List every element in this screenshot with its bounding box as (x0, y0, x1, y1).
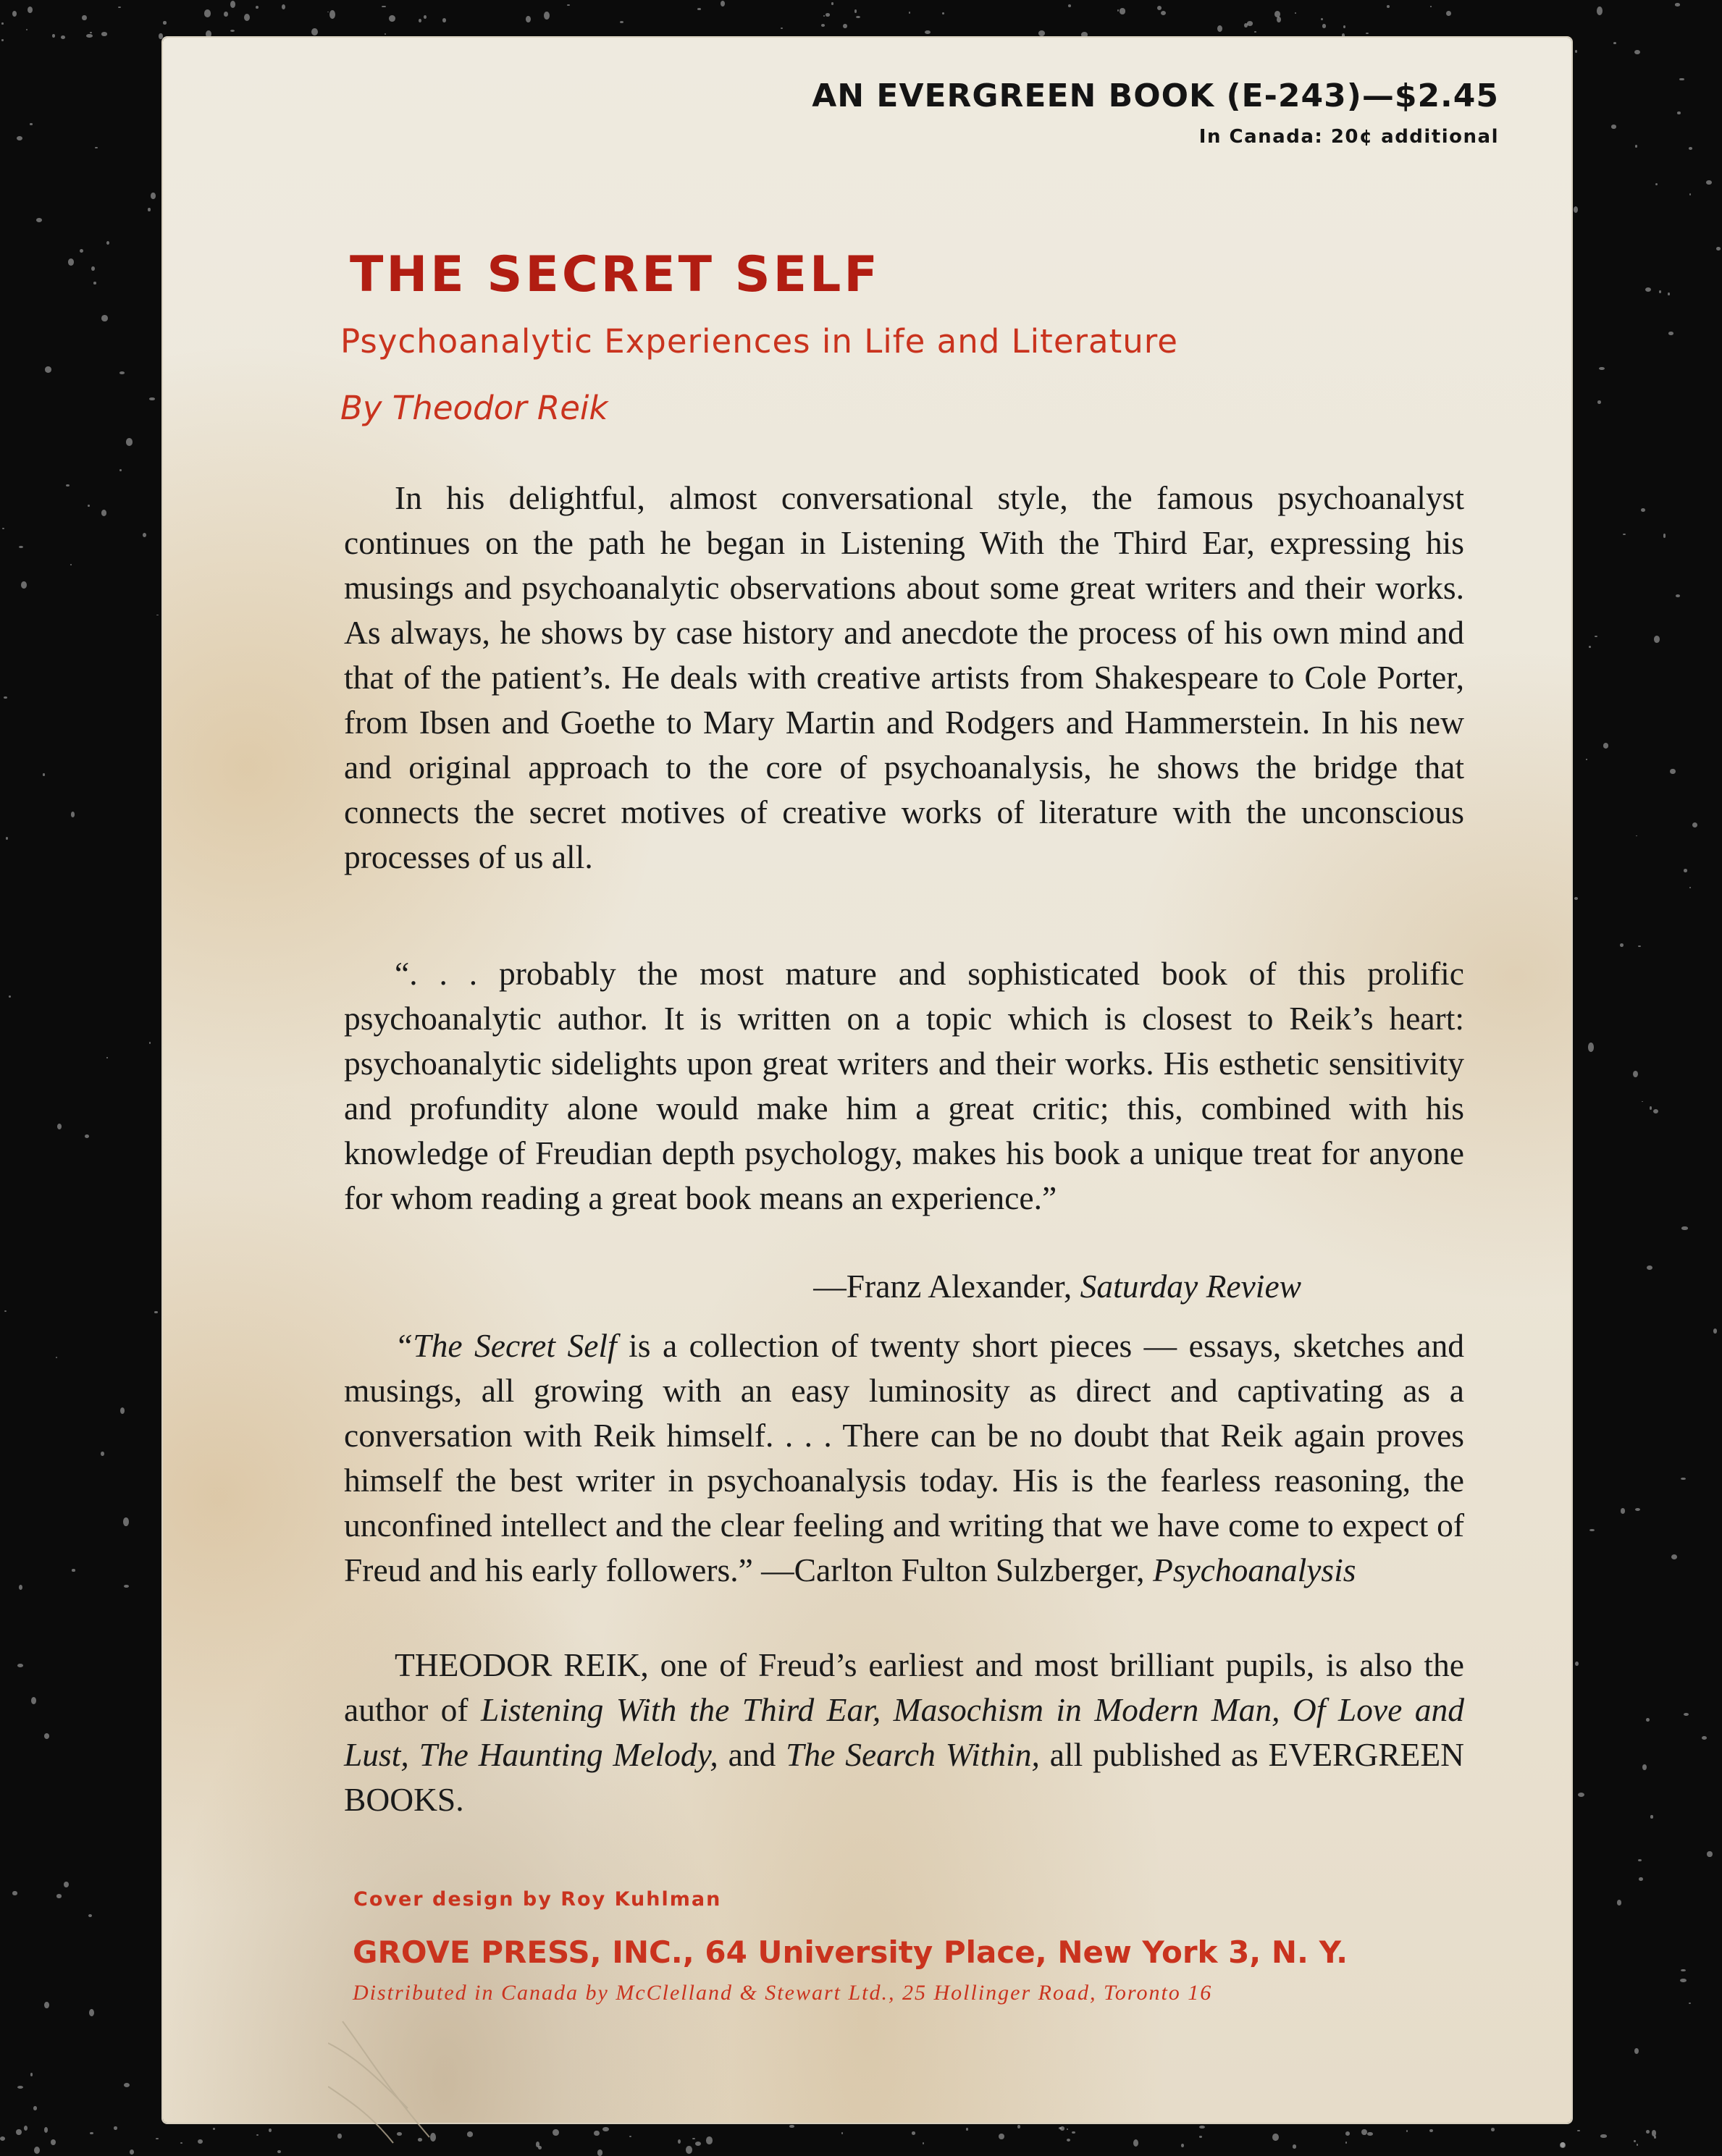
speckle (17, 1664, 22, 1667)
review-1-quote: “. . . probably the most mature and sophisticated book of this prolific psychoanalytic author. It is written on a topic which is closest to Reik’s heart: psychoanalytic sidelights upon great writers and their works. His esthetic sensitivity and profundity alone would make him a great critic; this, combined with his knowledge of Freudian depth psychology, makes his book a unique treat for anyone for whom reading a great book means an experience.” (344, 955, 1464, 1216)
speckle (1578, 1793, 1584, 1797)
speckle (1677, 111, 1681, 114)
speckle (909, 12, 910, 14)
speckle (567, 4, 570, 7)
speckle (1600, 2134, 1607, 2137)
speckle (269, 2128, 272, 2132)
speckle (629, 2136, 631, 2137)
speckle (19, 546, 22, 548)
speckle (1623, 534, 1626, 535)
speckle (697, 8, 701, 10)
book-back-cover (163, 38, 1571, 2123)
speckle (1199, 2136, 1202, 2138)
speckle (1430, 6, 1432, 7)
speckle (1446, 11, 1451, 16)
crease-marks (328, 2000, 444, 2144)
speckle (385, 33, 386, 35)
speckle (442, 18, 447, 22)
speckle (1650, 1106, 1652, 1110)
speckle (31, 1697, 36, 1704)
speckle (789, 2125, 794, 2128)
speckle (1589, 646, 1590, 648)
speckle (1366, 33, 1369, 34)
publisher-line: GROVE PRESS, INC., 64 University Place, New York 3, N. Y. (353, 1934, 1348, 1970)
speckle (68, 258, 74, 266)
speckle (1634, 50, 1640, 54)
speckle (781, 28, 782, 29)
speckle (597, 2149, 603, 2156)
speckle (163, 21, 166, 24)
speckle (1120, 8, 1126, 14)
speckle (1588, 1043, 1594, 1051)
book-title: THE SECRET SELF (350, 246, 881, 303)
speckle (1663, 534, 1666, 537)
speckle (912, 2131, 915, 2134)
speckle (721, 1, 725, 7)
speckle (101, 510, 106, 516)
speckle (101, 315, 107, 321)
author-bio-paragraph (344, 1643, 1464, 1822)
speckle (282, 4, 285, 9)
speckle (123, 1517, 129, 1525)
speckle (124, 1585, 129, 1588)
speckle (1681, 1226, 1687, 1229)
speckle (1706, 180, 1712, 185)
review-2-publication: Psychoanalysis (1152, 1551, 1356, 1588)
speckle (1636, 835, 1637, 836)
speckle (1716, 247, 1720, 250)
speckle (101, 32, 108, 36)
speckle (1429, 2129, 1432, 2132)
speckle (1599, 367, 1604, 370)
review-1-source: —Franz Alexander, (813, 1268, 1080, 1305)
speckle (66, 484, 69, 487)
bio-tail: all published as EVERGREEN BOOKS. (344, 1736, 1464, 1818)
speckle (536, 2142, 540, 2147)
speckle (1620, 943, 1624, 947)
speckle (1406, 2130, 1408, 2132)
speckle (57, 1124, 62, 1129)
speckle (1642, 1764, 1647, 1771)
speckle (30, 123, 32, 125)
description-text: In his delightful, almost conversational style, the famous psychoanalyst continues on the path he began in Listening With the Third Ear, expressing his musings and psychoanalytic observations about some great writers and their works. As always, he shows by case history and anecdote the process of his own mind and that of the patient’s. He deals with creative artists from Shakespeare to Cole Porter, from Ibsen and Goethe to Mary Martin and Rodgers and Hammerstein. In his new and original approach to the core of psychoanalysis, he shows the bridge that connects the secret motives of creative works of literature with the unconscious processes of us all. (344, 479, 1464, 875)
speckle (1702, 1736, 1707, 1740)
speckle (156, 2138, 159, 2139)
speckle (1254, 31, 1256, 33)
speckle (1650, 1815, 1653, 1818)
speckle (0, 2136, 5, 2141)
speckle (821, 24, 826, 27)
speckle (594, 2131, 599, 2136)
speckle (1689, 887, 1692, 888)
bio-last-work: The Search Within, (786, 1736, 1040, 1773)
description-paragraph (344, 476, 1464, 880)
speckle (424, 15, 427, 19)
speckle (1668, 332, 1673, 335)
review-2-source: —Carlton Fulton Sulzberger, (752, 1551, 1153, 1588)
speckle (90, 32, 92, 33)
speckle (966, 2128, 969, 2130)
speckle (1654, 636, 1660, 643)
speckle (1295, 12, 1296, 14)
speckle (114, 2126, 117, 2130)
speckle (45, 366, 51, 372)
bio-works: Listening With the Third Ear, Masochism in Modern Man, Of Love and Lust, The Haunting Melody, (344, 1691, 1464, 1773)
speckle (553, 2129, 558, 2136)
speckle (1293, 2144, 1297, 2148)
speckle (72, 1569, 75, 1572)
speckle (695, 2142, 701, 2146)
speckle (1675, 3, 1681, 6)
review-1-attribution (813, 1267, 1301, 1305)
speckle (1603, 743, 1608, 748)
speckle (17, 136, 22, 140)
speckle (1646, 1718, 1650, 1722)
bio-and: and (718, 1736, 786, 1773)
speckle (1670, 769, 1675, 774)
speckle (1655, 183, 1658, 185)
speckle (1621, 1508, 1625, 1513)
speckle (467, 2131, 473, 2137)
speckle (12, 11, 17, 17)
speckle (52, 34, 55, 38)
speckle (389, 15, 395, 22)
speckle (1, 22, 4, 24)
speckle (1676, 594, 1680, 597)
speckle (12, 1891, 17, 1895)
speckle (224, 12, 228, 17)
speckle (149, 397, 154, 400)
speckle (44, 1733, 50, 1739)
speckle (151, 193, 155, 199)
speckle (1646, 2130, 1650, 2134)
speckle (1681, 1478, 1685, 1480)
speckle (602, 2127, 608, 2131)
speckle (1635, 145, 1637, 148)
speckle (1272, 2134, 1279, 2141)
speckle (1611, 125, 1617, 129)
review-2-paragraph (344, 1323, 1464, 1593)
speckle (143, 533, 146, 537)
speckle (24, 2126, 28, 2130)
speckle (856, 16, 860, 18)
speckle (90, 2132, 93, 2134)
speckle (1059, 2127, 1062, 2129)
speckle (1081, 32, 1088, 38)
review-1-paragraph (344, 951, 1464, 1221)
speckle (51, 2139, 56, 2145)
speckle (148, 208, 150, 211)
speckle (43, 773, 45, 776)
review-1-publication: Saturday Review (1080, 1268, 1301, 1305)
speckle (6, 837, 8, 840)
cover-credit: Cover design by Roy Kuhlman (353, 1888, 722, 1911)
speckle (130, 2149, 134, 2155)
book-author: By Theodor Reik (340, 389, 608, 427)
speckle (21, 581, 26, 589)
speckle (1647, 1266, 1652, 1270)
speckle (204, 9, 211, 17)
speckle (106, 1057, 109, 1058)
speckle (1491, 2128, 1495, 2131)
speckle (1244, 23, 1248, 28)
speckle (28, 7, 33, 13)
speckle (686, 2146, 692, 2155)
speckle (230, 1, 235, 8)
speckle (544, 12, 550, 20)
speckle (154, 1311, 157, 1314)
price-line: AN EVERGREEN BOOK (E-243)—$2.45 (812, 77, 1499, 114)
speckle (1157, 6, 1162, 10)
speckle (36, 218, 42, 222)
speckle (4, 696, 7, 699)
speckle (1684, 1713, 1689, 1716)
speckle (1560, 2142, 1566, 2147)
bio-lead: THEODOR REIK, one of Freud’s earliest and most brilliant pupils, is also the author of (344, 1646, 1464, 1728)
speckle (311, 28, 318, 35)
speckle (1637, 2144, 1639, 2145)
speckle (1068, 4, 1071, 7)
speckle (34, 2147, 40, 2154)
speckle (44, 2002, 49, 2008)
speckle (1689, 147, 1692, 149)
speckle (526, 16, 531, 23)
speckle (80, 249, 83, 253)
speckle (1713, 1328, 1717, 1334)
speckle (206, 30, 211, 38)
speckle (1361, 2129, 1367, 2135)
speckle (925, 30, 931, 34)
speckle (826, 13, 830, 16)
review-2-title: “The Secret Self (395, 1327, 617, 1364)
speckle (44, 2127, 48, 2133)
speckle (95, 147, 98, 149)
speckle (1595, 636, 1597, 637)
book-subtitle: Psychoanalytic Experiences in Life and Literature (340, 322, 1178, 361)
speckle (1345, 2131, 1350, 2136)
speckle (1707, 1851, 1712, 1857)
speckle (1, 39, 4, 41)
speckle (1345, 2142, 1348, 2144)
canada-price: In Canada: 20¢ additional (1198, 126, 1499, 148)
speckle (1633, 1071, 1638, 1077)
speckle (706, 2136, 713, 2144)
speckle (1638, 1859, 1642, 1861)
speckle (61, 35, 65, 39)
speckle (93, 282, 97, 285)
speckle (1668, 292, 1671, 295)
speckle (419, 19, 421, 22)
speckle (1038, 30, 1045, 36)
speckle (159, 33, 162, 38)
speckle (126, 438, 133, 445)
speckle (33, 2106, 37, 2110)
speckle (1322, 24, 1326, 28)
speckle (56, 1894, 62, 1898)
review-2-quote: is a collection of twenty short pieces — essays, sketches and musings, all growing with an easy luminosity as direct and captivating as a conversation with Reik himself. . . . There can be no doubt that Reik again proves himself the best writer in psychoanalysis today. His is the fearless reasoning, the unconfined intellect and the clear feeling and writing that we have come to expect of Freud and his early followers.” (344, 1327, 1464, 1588)
speckle (1217, 25, 1222, 32)
speckle (91, 266, 95, 271)
distributor-line: Distributed in Canada by McClelland & Stewart Ltd., 25 Hollinger Road, Toronto 16 (353, 1981, 1213, 2005)
